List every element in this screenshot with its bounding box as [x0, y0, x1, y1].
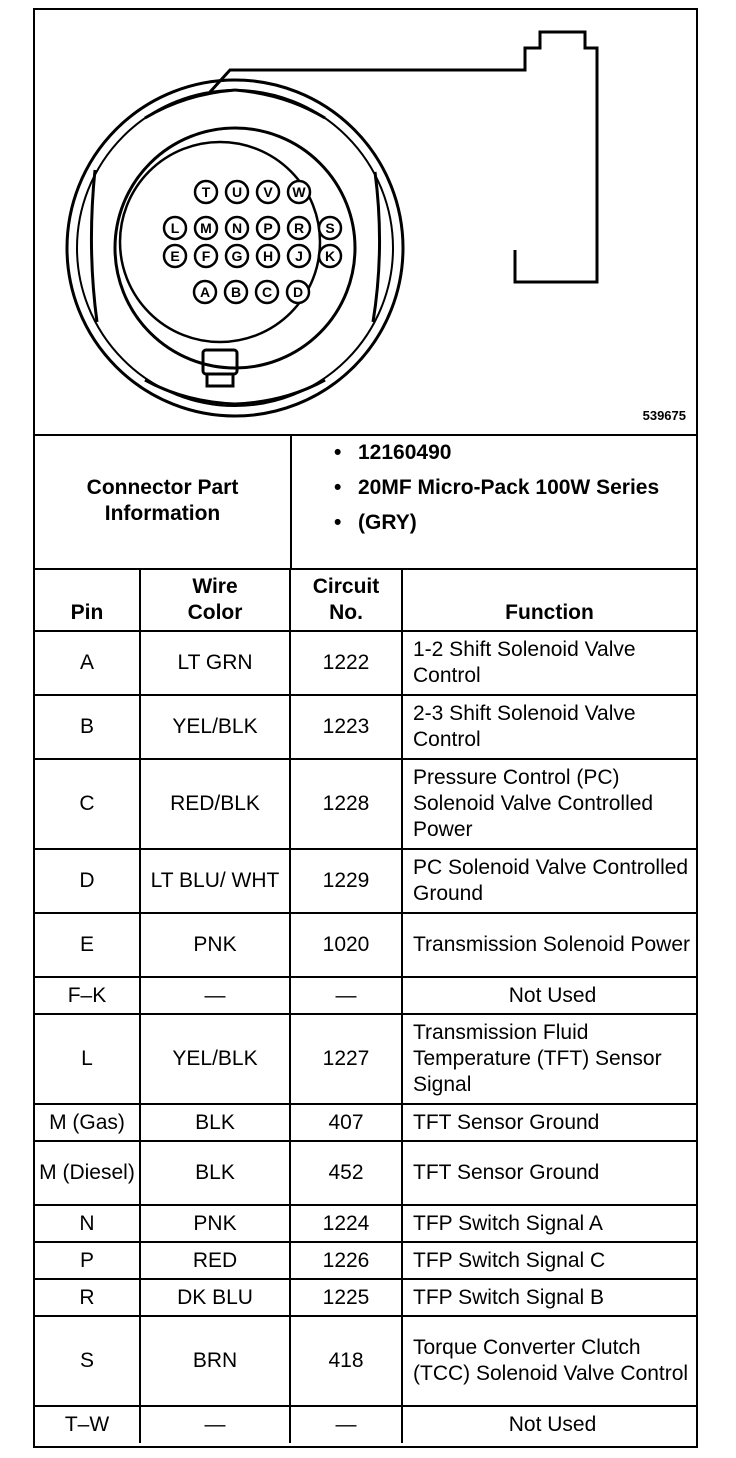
- cell-wire-color: YEL/BLK: [140, 695, 290, 759]
- cell-circuit: 1229: [290, 849, 402, 913]
- cell-circuit: —: [290, 977, 402, 1014]
- cell-circuit: 1020: [290, 913, 402, 977]
- pin-letter-e: E: [170, 248, 180, 264]
- cell-function: TFP Switch Signal A: [402, 1205, 696, 1242]
- cell-function: 1-2 Shift Solenoid Valve Control: [402, 631, 696, 695]
- cell-pin: L: [35, 1014, 140, 1104]
- header-pin: Pin: [35, 568, 140, 631]
- cell-function: Torque Converter Clutch (TCC) Solenoid Valve Control: [402, 1316, 696, 1406]
- cell-wire-color: —: [140, 1406, 290, 1443]
- cell-circuit: 452: [290, 1141, 402, 1205]
- cell-function: TFT Sensor Ground: [402, 1104, 696, 1141]
- header-circuit: Circuit No.: [290, 568, 402, 631]
- table-row: [35, 631, 696, 695]
- table-row: [35, 913, 696, 977]
- connector-diagram: [35, 10, 696, 436]
- pin-letter-n: N: [231, 220, 243, 236]
- pin-letter-r: R: [293, 220, 305, 236]
- cell-circuit: 418: [290, 1316, 402, 1406]
- pin-letter-c: C: [261, 284, 273, 300]
- pin-letter-v: V: [263, 184, 273, 200]
- connector-info-list: [292, 440, 692, 545]
- table-row: [35, 1205, 696, 1242]
- pin-letter-s: S: [325, 220, 335, 236]
- connector-color: • (GRY): [292, 510, 692, 536]
- cell-pin: C: [35, 759, 140, 849]
- table-row: [35, 1406, 696, 1443]
- pin-letter-k: K: [324, 248, 336, 264]
- connector-info-label: Connector Part Information: [35, 434, 292, 568]
- table-row: [35, 1279, 696, 1316]
- pin-letter-w: W: [292, 184, 306, 200]
- cell-circuit: 1222: [290, 631, 402, 695]
- cell-circuit: 407: [290, 1104, 402, 1141]
- table-row: [35, 977, 696, 1014]
- pin-letter-l: L: [170, 220, 180, 236]
- pin-letter-h: H: [262, 248, 274, 264]
- cell-circuit: —: [290, 1406, 402, 1443]
- table-row: [35, 759, 696, 849]
- table-row: [35, 849, 696, 913]
- cell-wire-color: PNK: [140, 1205, 290, 1242]
- cell-wire-color: RED/BLK: [140, 759, 290, 849]
- cell-function: Pressure Control (PC) Solenoid Valve Controlled Power: [402, 759, 696, 849]
- cell-pin: M (Diesel): [35, 1141, 140, 1205]
- cell-wire-color: DK BLU: [140, 1279, 290, 1316]
- cell-wire-color: LT BLU/ WHT: [140, 849, 290, 913]
- cell-wire-color: BLK: [140, 1141, 290, 1205]
- pin-letter-a: A: [199, 284, 211, 300]
- pin-letter-t: T: [201, 184, 211, 200]
- pin-letter-b: B: [230, 284, 242, 300]
- cell-pin: M (Gas): [35, 1104, 140, 1141]
- cell-circuit: 1226: [290, 1242, 402, 1279]
- header-wire-color: Wire Color: [140, 568, 290, 631]
- table-row: [35, 1014, 696, 1104]
- connector-series: • 20MF Micro-Pack 100W Series: [292, 475, 692, 501]
- cell-circuit: 1224: [290, 1205, 402, 1242]
- cell-function: Not Used: [402, 1406, 696, 1443]
- cell-pin: N: [35, 1205, 140, 1242]
- cell-pin: A: [35, 631, 140, 695]
- pin-letter-f: F: [201, 248, 211, 264]
- cell-function: Transmission Fluid Temperature (TFT) Sensor Signal: [402, 1014, 696, 1104]
- pin-letter-d: D: [292, 284, 304, 300]
- cell-wire-color: LT GRN: [140, 631, 290, 695]
- cell-pin: B: [35, 695, 140, 759]
- cell-wire-color: —: [140, 977, 290, 1014]
- pin-group: [164, 181, 341, 303]
- connector-drawing: [35, 10, 696, 434]
- cell-circuit: 1227: [290, 1014, 402, 1104]
- cell-pin: T–W: [35, 1406, 140, 1443]
- cell-circuit: 1223: [290, 695, 402, 759]
- cell-wire-color: RED: [140, 1242, 290, 1279]
- cell-pin: F–K: [35, 977, 140, 1014]
- cell-pin: P: [35, 1242, 140, 1279]
- part-number: • 12160490: [292, 440, 692, 466]
- pin-table: [35, 568, 696, 1443]
- cell-wire-color: YEL/BLK: [140, 1014, 290, 1104]
- pin-letter-p: P: [263, 220, 273, 236]
- cell-function: Not Used: [402, 977, 696, 1014]
- pin-letter-j: J: [295, 248, 303, 264]
- cell-pin: R: [35, 1279, 140, 1316]
- cell-function: Transmission Solenoid Power: [402, 913, 696, 977]
- figure-id: 539675: [642, 408, 686, 423]
- pin-letter-g: G: [231, 248, 243, 264]
- cell-wire-color: BLK: [140, 1104, 290, 1141]
- connector-sheet: [33, 8, 698, 1448]
- table-row: [35, 1104, 696, 1141]
- cell-wire-color: BRN: [140, 1316, 290, 1406]
- cell-function: TFT Sensor Ground: [402, 1141, 696, 1205]
- table-row: [35, 695, 696, 759]
- cell-pin: D: [35, 849, 140, 913]
- cell-pin: S: [35, 1316, 140, 1406]
- table-row: [35, 1242, 696, 1279]
- cell-pin: E: [35, 913, 140, 977]
- cell-circuit: 1225: [290, 1279, 402, 1316]
- header-function: Function: [402, 568, 696, 631]
- cell-function: 2-3 Shift Solenoid Valve Control: [402, 695, 696, 759]
- cell-function: TFP Switch Signal C: [402, 1242, 696, 1279]
- table-row: [35, 1316, 696, 1406]
- pin-letter-m: M: [200, 220, 212, 236]
- connector-info: [35, 434, 696, 570]
- table-row: [35, 1141, 696, 1205]
- cell-function: PC Solenoid Valve Controlled Ground: [402, 849, 696, 913]
- cell-wire-color: PNK: [140, 913, 290, 977]
- pin-letter-u: U: [231, 184, 243, 200]
- cell-function: TFP Switch Signal B: [402, 1279, 696, 1316]
- cell-circuit: 1228: [290, 759, 402, 849]
